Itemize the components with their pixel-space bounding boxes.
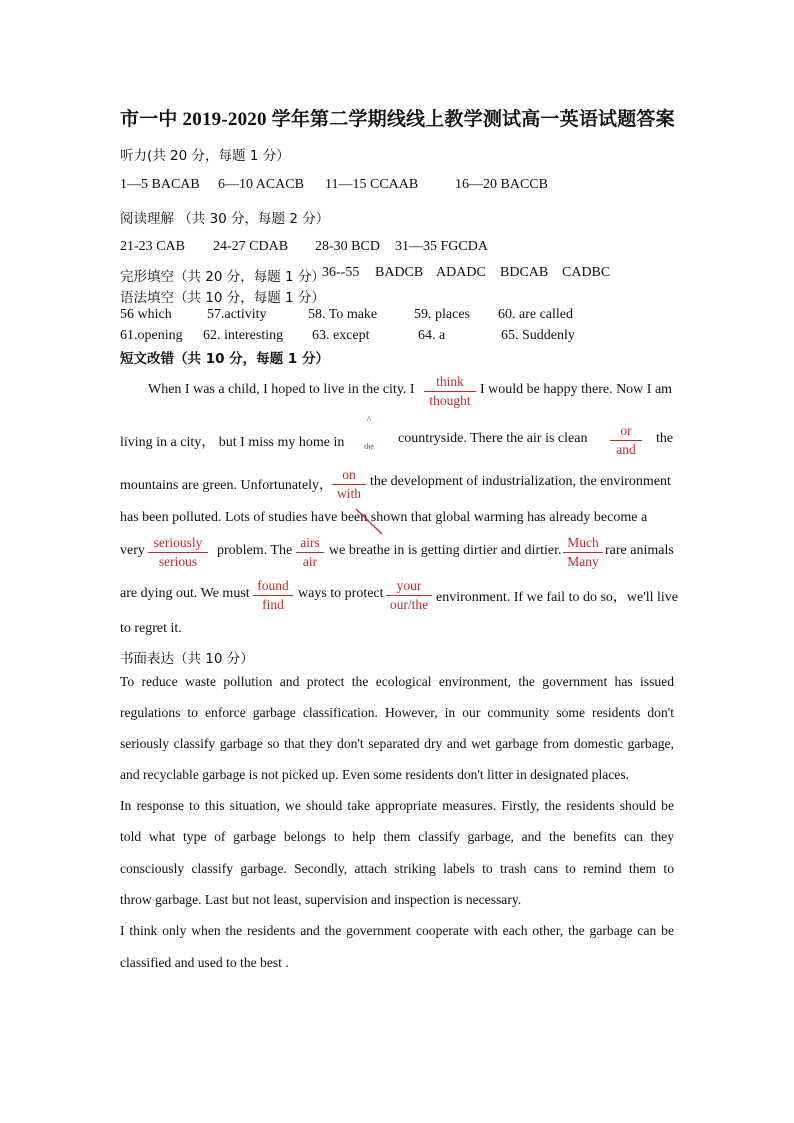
grammar-answer-60: 60. are called (498, 307, 574, 322)
correction-text: I would be happy there. Now I am (480, 382, 673, 397)
grammar-answer-59: 59. places (414, 307, 470, 322)
grammar-answer-56: 56 which (120, 307, 172, 322)
correction-text: living in a city， but I miss my home in (120, 435, 345, 450)
correction-text: environment. If we fail to do so，we'll live (436, 590, 679, 605)
right-word: Many (567, 554, 599, 569)
cloze-heading: 完形填空（共 20 分，每题 1 分） (120, 269, 325, 285)
essay-line: and recyclable garbage is not picked up. Even some residents don't litter in designated places. (120, 767, 630, 782)
wrong-word: on (332, 466, 366, 485)
wrong-word: Much (563, 534, 603, 553)
essay-line: consciously classify garbage. Secondly, attach striking labels to trash cans to remind them to (120, 861, 674, 876)
essay-line: told what type of garbage belongs to help them classify garbage, and the benefits can they (120, 829, 674, 844)
cloze-answers-3: BDCAB (500, 265, 549, 280)
reading-answers-31-35: 31—35 FGCDA (395, 239, 488, 254)
writing-heading: 书面表达（共 10 分） (120, 651, 254, 667)
cloze-range: 36--55 (322, 265, 360, 280)
wrong-word: seriously (148, 534, 208, 553)
wrong-word: or (610, 422, 642, 441)
essay-line: classified and used to the best . (120, 955, 289, 970)
correction-mark (296, 534, 324, 571)
correction-text: very (120, 543, 145, 558)
wrong-word: found (253, 577, 293, 596)
grammar-heading: 语法填空（共 10 分，每题 1 分） (120, 290, 325, 306)
correction-text: rare animals (605, 543, 674, 558)
grammar-answer-64: 64. a (418, 328, 446, 343)
right-word: air (302, 554, 318, 569)
correction-text: ways to protect (298, 586, 384, 601)
grammar-answer-57: 57.activity (207, 307, 267, 322)
correction-mark (332, 466, 366, 503)
correction-mark (610, 422, 642, 459)
correction-mark (424, 373, 476, 410)
reading-heading: 阅读理解 （共 30 分，每题 2 分） (120, 211, 330, 227)
correction-text: When I was a child, I hoped to live in the city. I (148, 382, 415, 397)
essay-line: In response to this situation, we should take appropriate measures. Firstly, the residents should be (120, 798, 674, 813)
listening-answers-11-15: 11—15 CCAAB (325, 177, 419, 192)
right-word: serious (158, 554, 198, 569)
grammar-answer-62: 62. interesting (203, 328, 284, 343)
listening-answers-1-5: 1—5 BACAB (120, 177, 200, 192)
correction-heading: 短文改错（共 10 分，每题 1 分） (120, 351, 329, 367)
reading-answers-21-23: 21-23 CAB (120, 239, 185, 254)
reading-answers-28-30: 28-30 BCD (315, 239, 380, 254)
listening-answers-16-20: 16—20 BACCB (455, 177, 548, 192)
cloze-answers-1: BADCB (375, 265, 424, 280)
listening-heading: 听力(共 20 分，每题 1 分） (120, 148, 290, 164)
right-word: find (262, 597, 284, 612)
reading-answers-24-27: 24-27 CDAB (213, 239, 289, 254)
grammar-answer-58: 58. To make (308, 307, 378, 322)
cloze-answers-2: ADADC (436, 265, 486, 280)
essay-line: regulations to enforce garbage classification. However, in our community some residents don't (120, 705, 674, 720)
right-word: our/the (389, 597, 429, 612)
wrong-word: think (424, 373, 476, 392)
correction-text: are dying out. We must (120, 586, 250, 601)
wrong-word: airs (296, 534, 324, 553)
essay-line: I think only when the residents and the government cooperate with each other, the garbage can be (120, 923, 674, 938)
correction-text: we breathe in is getting dirtier and dirtier. (329, 543, 562, 558)
grammar-answer-63: 63. except (312, 328, 370, 343)
insert-caret-icon: ^ (366, 415, 372, 426)
right-word: and (616, 442, 636, 457)
inserted-word: the (364, 442, 374, 451)
listening-answers-6-10: 6—10 ACACB (218, 177, 304, 192)
correction-mark (253, 577, 293, 614)
grammar-answer-65: 65. Suddenly (501, 328, 575, 343)
essay-line: throw garbage. Last but not least, supervision and inspection is necessary. (120, 892, 522, 907)
essay-line: To reduce waste pollution and protect the ecological environment, the government has issued (120, 674, 674, 689)
right-word: with (336, 486, 361, 501)
correction-text: mountains are green. Unfortunately， (120, 478, 334, 493)
essay-line: seriously classify garbage so that they don't separated dry and wet garbage from domestic garbage, (120, 736, 674, 751)
correction-text: countryside. There the air is clean (398, 431, 588, 446)
page-title: 市一中 2019-2020 学年第二学期线线上教学测试高一英语试题答案 (120, 109, 675, 130)
correction-mark (386, 577, 432, 614)
correction-mark (563, 534, 603, 571)
cloze-answers-4: CADBC (562, 265, 611, 280)
correction-text: has been polluted. Lots of studies have been shown that global warming has already become a (120, 510, 648, 525)
wrong-word: your (386, 577, 432, 596)
correction-text: problem. The (217, 543, 293, 558)
correction-text: the (656, 431, 674, 446)
correction-text: the development of industrialization, the environment (370, 474, 671, 489)
deletion-slash-icon (352, 506, 386, 536)
correction-mark (148, 534, 208, 571)
grammar-answer-61: 61.opening (120, 328, 183, 343)
right-word: thought (429, 393, 471, 408)
correction-text: to regret it. (120, 621, 182, 636)
